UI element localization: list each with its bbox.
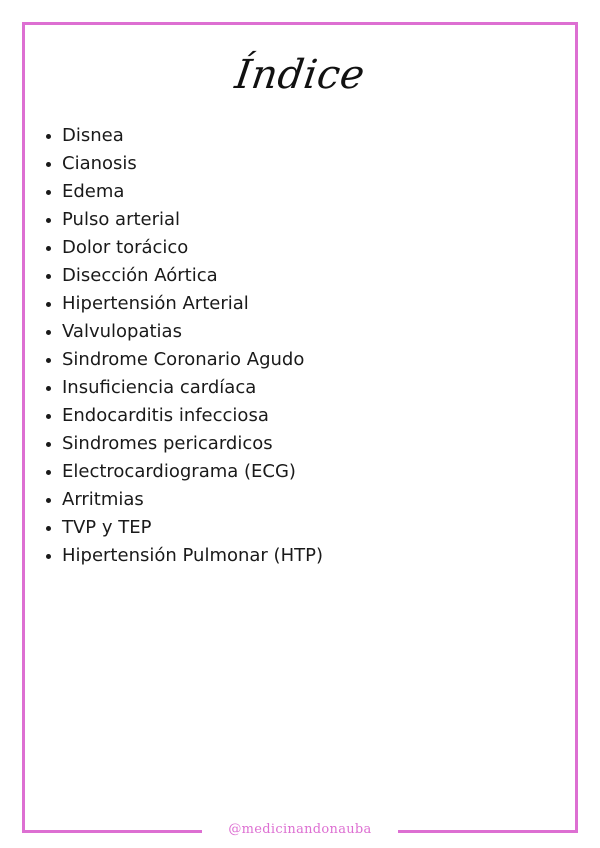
- bullet-icon: [46, 526, 51, 531]
- list-item: [46, 402, 323, 430]
- list-item: [46, 234, 323, 262]
- list-item: [46, 514, 323, 542]
- bullet-icon: [46, 190, 51, 195]
- list-item-label: Electrocardiograma (ECG): [62, 461, 296, 482]
- list-item-label: Cianosis: [62, 153, 137, 174]
- list-item-label: Arritmias: [62, 489, 144, 510]
- bullet-icon: [46, 386, 51, 391]
- list-item: [46, 458, 323, 486]
- list-item: [46, 430, 323, 458]
- bullet-icon: [46, 470, 51, 475]
- list-item-label: Endocarditis infecciosa: [62, 405, 269, 426]
- list-item-label: Edema: [62, 181, 125, 202]
- list-item-label: Insuficiencia cardíaca: [62, 377, 257, 398]
- list-item: [46, 374, 323, 402]
- list-item: [46, 542, 323, 570]
- list-item-label: Sindrome Coronario Agudo: [62, 349, 305, 370]
- bullet-icon: [46, 358, 51, 363]
- list-item: [46, 206, 323, 234]
- list-item-label: Hipertensión Pulmonar (HTP): [62, 545, 323, 566]
- list-item: [46, 318, 323, 346]
- list-item-label: Sindromes pericardicos: [62, 433, 273, 454]
- list-item: [46, 486, 323, 514]
- bullet-icon: [46, 330, 51, 335]
- list-item-label: TVP y TEP: [62, 517, 152, 538]
- bullet-icon: [46, 442, 51, 447]
- list-item: [46, 122, 323, 150]
- list-item: [46, 262, 323, 290]
- footer-handle: @medicinandonauba: [228, 822, 372, 837]
- page-title: Índice: [232, 52, 368, 98]
- bullet-icon: [46, 414, 51, 419]
- list-item: [46, 178, 323, 206]
- list-item: [46, 346, 323, 374]
- list-item: [46, 290, 323, 318]
- bullet-icon: [46, 218, 51, 223]
- bullet-icon: [46, 134, 51, 139]
- list-item-label: Disnea: [62, 125, 124, 146]
- bullet-icon: [46, 302, 51, 307]
- list-item-label: Disección Aórtica: [62, 265, 218, 286]
- index-list: [46, 122, 323, 570]
- bullet-icon: [46, 274, 51, 279]
- list-item-label: Pulso arterial: [62, 209, 181, 230]
- list-item-label: Valvulopatias: [62, 321, 182, 342]
- bullet-icon: [46, 246, 51, 251]
- list-item: [46, 150, 323, 178]
- bullet-icon: [46, 162, 51, 167]
- bullet-icon: [46, 554, 51, 559]
- bullet-icon: [46, 498, 51, 503]
- list-item-label: Hipertensión Arterial: [62, 293, 249, 314]
- list-item-label: Dolor torácico: [62, 237, 189, 258]
